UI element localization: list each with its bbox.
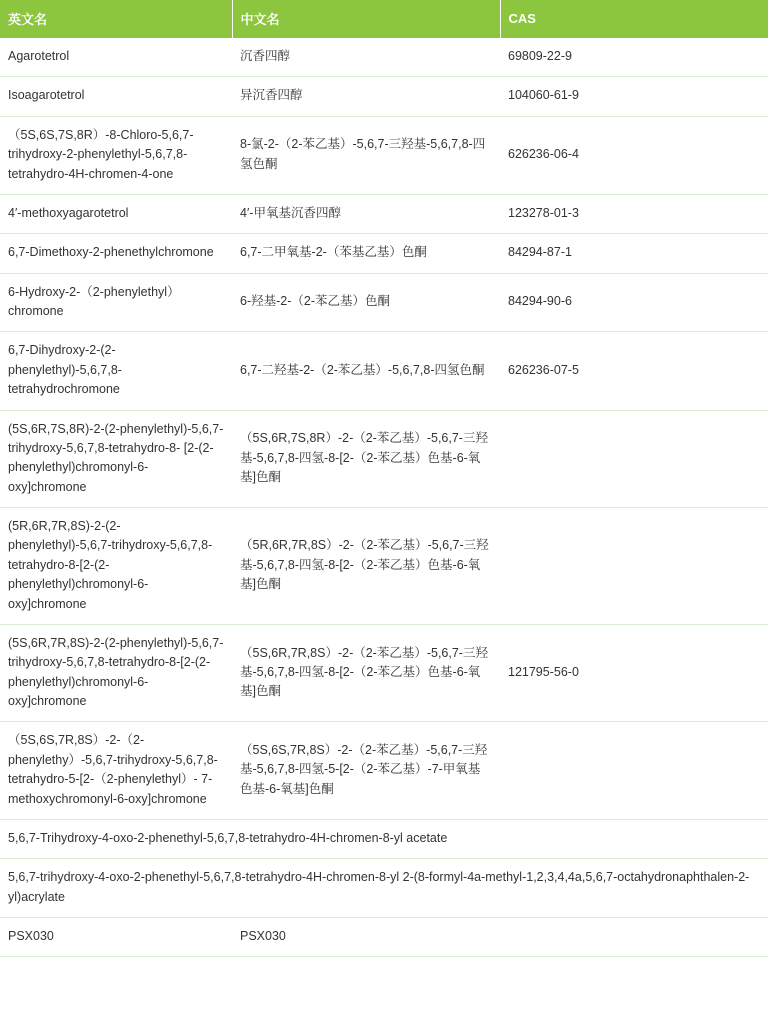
cell-english-name: Isoagarotetrol — [0, 77, 232, 116]
cell-cas — [500, 508, 768, 625]
cell-chinese-name: （5S,6R,7R,8S）-2-（2-苯乙基）-5,6,7-三羟基-5,6,7,8-四氢-8-[2-（2-苯乙基）色基-6-氧基]色酮 — [232, 624, 500, 722]
table-header — [0, 0, 768, 38]
cell-chinese-name: （5S,6S,7R,8S）-2-（2-苯乙基）-5,6,7-三羟基-5,6,7,8-四氢-5-[2-（2-苯乙基）-7-甲氧基色基-6-氧基]色酮 — [232, 722, 500, 820]
column-header-cas: CAS — [500, 0, 768, 38]
table-row — [0, 116, 768, 194]
cell-cas: 84294-87-1 — [500, 234, 768, 273]
table-row — [0, 722, 768, 820]
cell-cas: 123278-01-3 — [500, 194, 768, 233]
column-header-english-name: 英文名 — [0, 0, 232, 38]
cell-chinese-name: 6,7-二羟基-2-（2-苯乙基）-5,6,7,8-四氢色酮 — [232, 332, 500, 410]
cell-chinese-name: （5R,6R,7R,8S）-2-（2-苯乙基）-5,6,7-三羟基-5,6,7,8-四氢-8-[2-（2-苯乙基）色基-6-氧基]色酮 — [232, 508, 500, 625]
cell-chinese-name: 8-氯-2-（2-苯乙基）-5,6,7-三羟基-5,6,7,8-四氢色酮 — [232, 116, 500, 194]
table-row — [0, 77, 768, 116]
cell-english-name: （5S,6S,7S,8R）-8-Chloro-5,6,7-trihydroxy-2-phenylethyl-5,6,7,8-tetrahydro-4H-chromen-4-one — [0, 116, 232, 194]
cell-english-name: 5,6,7-Trihydroxy-4-oxo-2-phenethyl-5,6,7,8-tetrahydro-4H-chromen-8-yl acetate — [0, 819, 768, 858]
cell-cas — [500, 722, 768, 820]
cell-english-name: (5S,6R,7S,8R)-2-(2-phenylethyl)-5,6,7-trihydroxy-5,6,7,8-tetrahydro-8- [2-(2-phenylethyl)chromonyl-6-oxy]chromone — [0, 410, 232, 508]
cell-english-name: （5S,6S,7R,8S）-2-（2-phenylethy）-5,6,7-trihydroxy-5,6,7,8-tetrahydro-5-[2-（2-phenylethyl）- 7-methoxychromonyl-6-oxy]chromone — [0, 722, 232, 820]
table-header-row — [0, 0, 768, 38]
cell-cas: 104060-61-9 — [500, 77, 768, 116]
table-row — [0, 624, 768, 722]
table-row — [0, 332, 768, 410]
cell-chinese-name: （5S,6R,7S,8R）-2-（2-苯乙基）-5,6,7-三羟基-5,6,7,8-四氢-8-[2-（2-苯乙基）色基-6-氧基]色酮 — [232, 410, 500, 508]
table-body — [0, 38, 768, 957]
cell-english-name: 6,7-Dimethoxy-2-phenethylchromone — [0, 234, 232, 273]
table-row — [0, 38, 768, 77]
table-row — [0, 508, 768, 625]
table-row — [0, 918, 768, 957]
cell-chinese-name: 4′-甲氧基沉香四醇 — [232, 194, 500, 233]
table-row — [0, 819, 768, 858]
table-row — [0, 194, 768, 233]
cell-cas: 626236-07-5 — [500, 332, 768, 410]
cell-cas: 121795-56-0 — [500, 624, 768, 722]
cell-cas: 626236-06-4 — [500, 116, 768, 194]
cell-english-name: Agarotetrol — [0, 38, 232, 77]
table-row — [0, 234, 768, 273]
cell-cas: 69809-22-9 — [500, 38, 768, 77]
cell-chinese-name: 异沉香四醇 — [232, 77, 500, 116]
cell-chinese-name: PSX030 — [232, 918, 500, 957]
cell-english-name: (5S,6R,7R,8S)-2-(2-phenylethyl)-5,6,7-trihydroxy-5,6,7,8-tetrahydro-8-[2-(2-phenylethyl)chromonyl-6-oxy]chromone — [0, 624, 232, 722]
cell-english-name: 6-Hydroxy-2-（2-phenylethyl）chromone — [0, 273, 232, 332]
table-row — [0, 859, 768, 918]
table-row — [0, 410, 768, 508]
cell-chinese-name: 沉香四醇 — [232, 38, 500, 77]
cell-cas — [500, 410, 768, 508]
cell-english-name: PSX030 — [0, 918, 232, 957]
cell-chinese-name: 6-羟基-2-（2-苯乙基）色酮 — [232, 273, 500, 332]
cell-english-name: (5R,6R,7R,8S)-2-(2-phenylethyl)-5,6,7-trihydroxy-5,6,7,8-tetrahydro-8-[2-(2- phenylethyl)chromonyl-6-oxy]chromone — [0, 508, 232, 625]
cell-english-name: 4′-methoxyagarotetrol — [0, 194, 232, 233]
cell-english-name: 6,7-Dihydroxy-2-(2-phenylethyl)-5,6,7,8-tetrahydrochromone — [0, 332, 232, 410]
cell-chinese-name: 6,7-二甲氧基-2-（苯基乙基）色酮 — [232, 234, 500, 273]
cell-cas: 84294-90-6 — [500, 273, 768, 332]
column-header-chinese-name: 中文名 — [232, 0, 500, 38]
cell-cas — [500, 918, 768, 957]
cell-english-name: 5,6,7-trihydroxy-4-oxo-2-phenethyl-5,6,7,8-tetrahydro-4H-chromen-8-yl 2-(8-formyl-4a-methyl-1,2,3,4,4a,5,6,7-octahydronaphthalen-2-yl)acrylate — [0, 859, 768, 918]
table-row — [0, 273, 768, 332]
